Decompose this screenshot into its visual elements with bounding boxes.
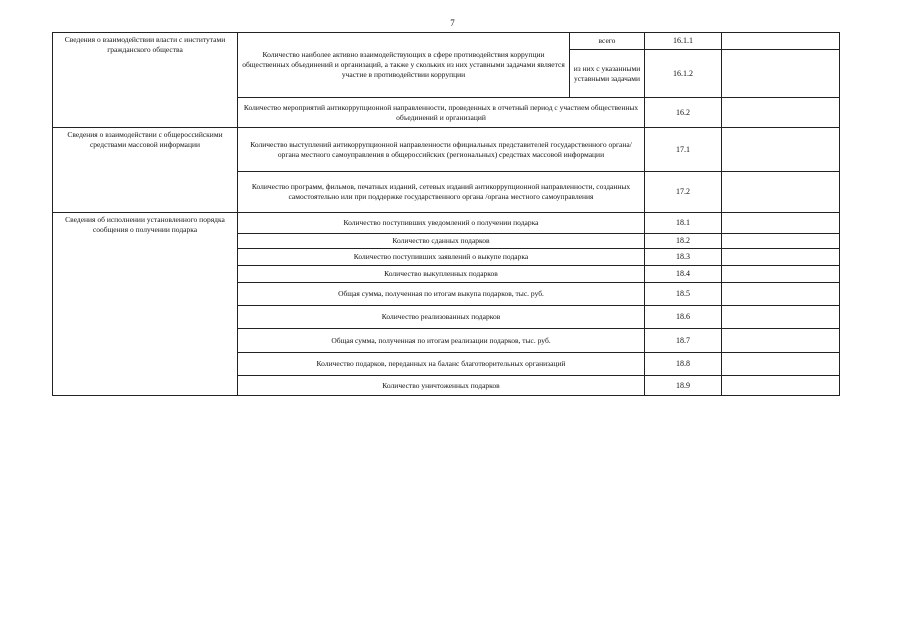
value-cell-18-4[interactable] <box>722 266 840 283</box>
code-18-8: 18.8 <box>645 353 722 376</box>
value-cell-16-1-1[interactable] <box>722 33 840 50</box>
sub-label-16-1-2: из них с указанными уставными задачами <box>570 50 645 98</box>
table-row <box>53 213 840 234</box>
value-cell-18-6[interactable] <box>722 306 840 329</box>
table-row <box>53 33 840 50</box>
code-18-4: 18.4 <box>645 266 722 283</box>
indicator-text-18-2: Количество сданных подарков <box>238 234 645 249</box>
value-cell-18-9[interactable] <box>722 376 840 396</box>
code-16-1-1: 16.1.1 <box>645 33 722 50</box>
section-title-16: Сведения о взаимодействии власти с институтами гражданского общества <box>53 33 238 128</box>
code-16-2: 16.2 <box>645 98 722 128</box>
value-cell-18-2[interactable] <box>722 234 840 249</box>
indicator-text-18-6: Количество реализованных подарков <box>238 306 645 329</box>
indicator-text-16-1: Количество наиболее активно взаимодействующих в сфере противодействия коррупции общественных объединений и организаций, а также у скольких из них уставными задачами является участие в противодействии коррупции <box>238 33 570 98</box>
indicator-text-18-8: Количество подарков, переданных на баланс благотворительных организаций <box>238 353 645 376</box>
code-18-1: 18.1 <box>645 213 722 234</box>
table-row <box>53 128 840 172</box>
section-title-17: Сведения о взаимодействии с общероссийскими средствами массовой информации <box>53 128 238 213</box>
code-18-7: 18.7 <box>645 329 722 353</box>
page-number: 7 <box>450 18 455 28</box>
indicator-text-16-2: Количество мероприятий антикоррупционной направленности, проведенных в отчетный период с участием общественных объединений и организаций <box>238 98 645 128</box>
value-cell-17-2[interactable] <box>722 172 840 213</box>
value-cell-16-1-2[interactable] <box>722 50 840 98</box>
code-17-2: 17.2 <box>645 172 722 213</box>
value-cell-18-7[interactable] <box>722 329 840 353</box>
indicator-text-18-7: Общая сумма, полученная по итогам реализации подарков, тыс. руб. <box>238 329 645 353</box>
code-18-9: 18.9 <box>645 376 722 396</box>
code-18-5: 18.5 <box>645 283 722 306</box>
section-title-18: Сведения об исполнении установленного порядка сообщения о получении подарка <box>53 213 238 396</box>
indicator-text-18-9: Количество уничтоженных подарков <box>238 376 645 396</box>
code-18-3: 18.3 <box>645 249 722 266</box>
indicator-text-18-1: Количество поступивших уведомлений о получении подарка <box>238 213 645 234</box>
value-cell-18-3[interactable] <box>722 249 840 266</box>
code-16-1-2: 16.1.2 <box>645 50 722 98</box>
indicator-text-17-2: Количество программ, фильмов, печатных изданий, сетевых изданий антикоррупционной направленности, созданных самостоятельно или при поддержке государственного органа /органа местного самоуправления <box>238 172 645 213</box>
indicator-text-17-1: Количество выступлений антикоррупционной направленности официальных представителей государственного органа/ органа местного самоуправления в общероссийских (региональных) средствах массовой информации <box>238 128 645 172</box>
sub-label-16-1-1: всего <box>570 33 645 50</box>
code-18-6: 18.6 <box>645 306 722 329</box>
indicator-text-18-3: Количество поступивших заявлений о выкупе подарка <box>238 249 645 266</box>
value-cell-17-1[interactable] <box>722 128 840 172</box>
code-17-1: 17.1 <box>645 128 722 172</box>
value-cell-18-5[interactable] <box>722 283 840 306</box>
value-cell-18-1[interactable] <box>722 213 840 234</box>
value-cell-18-8[interactable] <box>722 353 840 376</box>
report-form-table <box>52 32 840 396</box>
value-cell-16-2[interactable] <box>722 98 840 128</box>
indicator-text-18-4: Количество выкупленных подарков <box>238 266 645 283</box>
indicator-text-18-5: Общая сумма, полученная по итогам выкупа подарков, тыс. руб. <box>238 283 645 306</box>
code-18-2: 18.2 <box>645 234 722 249</box>
